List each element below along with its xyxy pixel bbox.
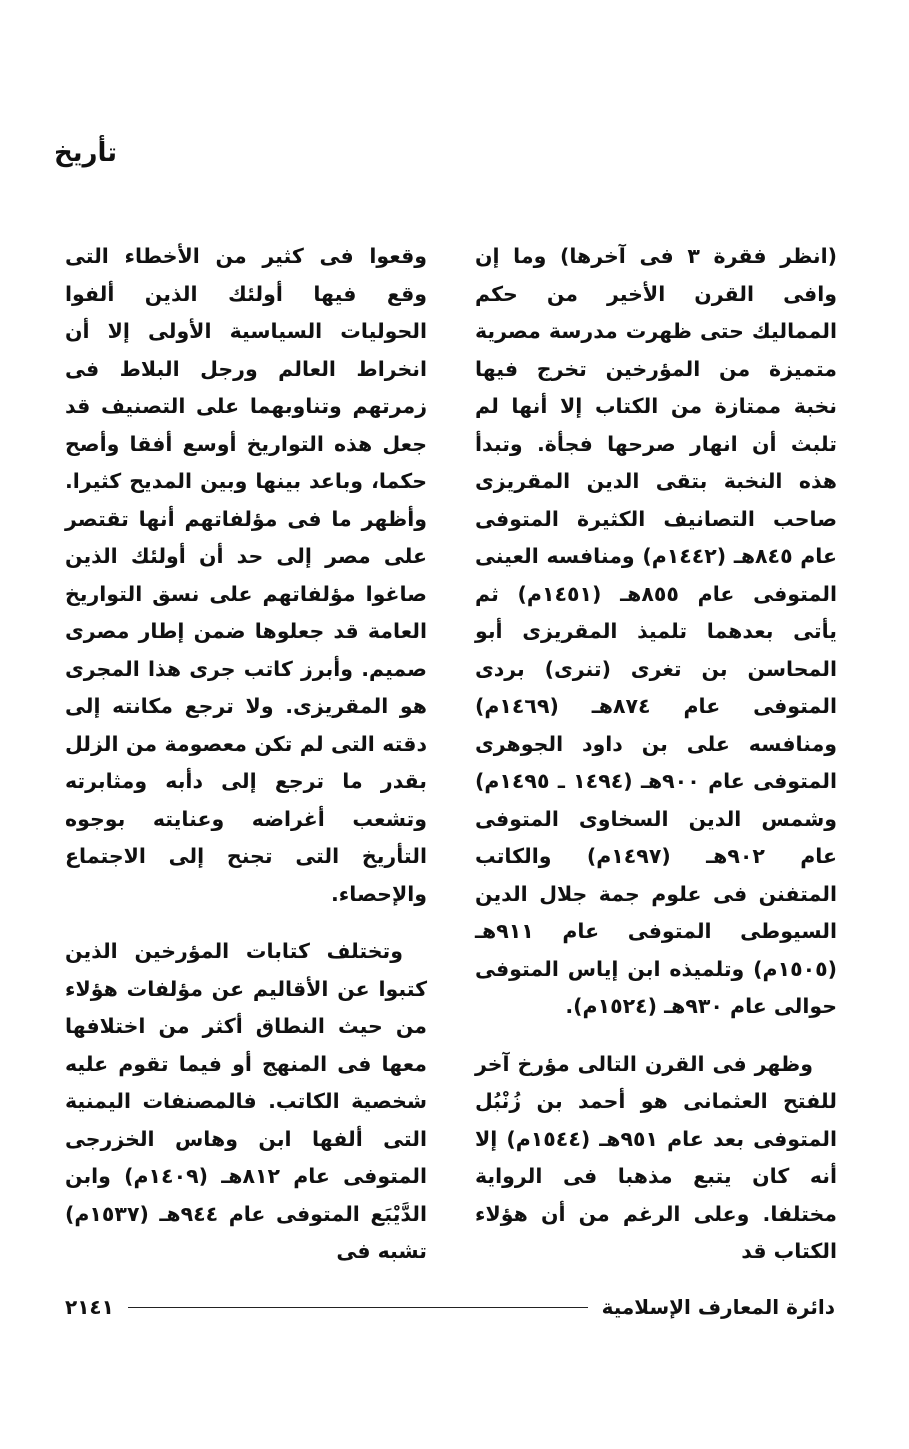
- left-column: [65, 238, 427, 1271]
- right-column: [475, 238, 837, 1271]
- page-header-title: تأريخ: [54, 138, 117, 168]
- footer-page-number: ٢١٤١: [65, 1295, 114, 1319]
- left-column-paragraph-1: وقعوا فى كثير من الأخطاء التى وقع فيها أولئك الذين ألفوا الحوليات السياسية الأولى إلا أن انخراط العالم ورجل البلاط فى زمرتهم وتناوبهما على التصنيف قد جعل هذه التواريخ أوسع أفقا وأصح حكما، وباعد بينها وبين المديح كثيرا. وأظهر ما فى مؤلفاتهم أنها تقتصر على مصر إلى حد أن أولئك الذين صاغوا مؤلفاتهم على نسق التواريخ العامة قد جعلوها ضمن إطار مصرى صميم. وأبرز كاتب جرى هذا المجرى هو المقريزى. ولا ترجع مكانته إلى دقته التى لم تكن معصومة من الزلل بقدر ما ترجع إلى دأبه ومثابرته وتشعب أغراضه وعنايته بوجوه التأريخ التى تجنح إلى الاجتماع والإحصاء.: [65, 244, 427, 906]
- right-column-paragraph-1: (انظر فقرة ٣ فى آخرها) وما إن وافى القرن الأخير من حكم المماليك حتى ظهرت مدرسة مصرية متميزة من المؤرخين تخرج فيها نخبة ممتازة من الكتاب إلا أنها لم تلبث أن انهار صرحها فجأة. وتبدأ هذه النخبة بتقى الدين المقريزى صاحب التصانيف الكثيرة المتوفى عام ٨٤٥هـ (١٤٤٢م) ومنافسه العينى المتوفى عام ٨٥٥هـ (١٤٥١م) ثم يأتى بعدهما تلميذ المقريزى أبو المحاسن بن تغرى (تنرى) بردى المتوفى عام ٨٧٤هـ (١٤٦٩م) ومنافسه على بن داود الجوهرى المتوفى عام ٩٠٠هـ (١٤٩٤ ـ ١٤٩٥م) وشمس الدين السخاوى المتوفى عام ٩٠٢هـ (١٤٩٧م) والكاتب المتفنن فى علوم جمة جلال الدين السيوطى المتوفى عام ٩١١هـ (١٥٠٥م) وتلميذه ابن إياس المتوفى حوالى عام ٩٣٠هـ (١٥٢٤م).: [475, 244, 838, 1018]
- footer-journal-name: دائرة المعارف الإسلامية: [601, 1295, 835, 1319]
- left-column-paragraph-2: وتختلف كتابات المؤرخين الذين كتبوا عن الأقاليم عن مؤلفات هؤلاء من حيث النطاق أكثر من اختلافها معها فى المنهج أو فيما تقوم عليه شخصية الكاتب. فالمصنفات اليمنية التى ألفها ابن وهاس الخزرجى المتوفى عام ٨١٢هـ (١٤٠٩م) وابن الدَّيْبَع المتوفى عام ٩٤٤هـ (١٥٣٧م) تشبه فى: [65, 939, 428, 1263]
- page-footer: [65, 1290, 835, 1324]
- footer-rule: [128, 1307, 588, 1308]
- right-column-paragraph-2: وظهر فى القرن التالى مؤرخ آخر للفتح العثمانى هو أحمد بن زُنْبُل المتوفى بعد عام ٩٥١هـ (١٥٤٤م) إلا أنه كان يتبع مذهبا فى الرواية مختلفا. وعلى الرغم من أن هؤلاء الكتاب قد: [475, 1051, 837, 1263]
